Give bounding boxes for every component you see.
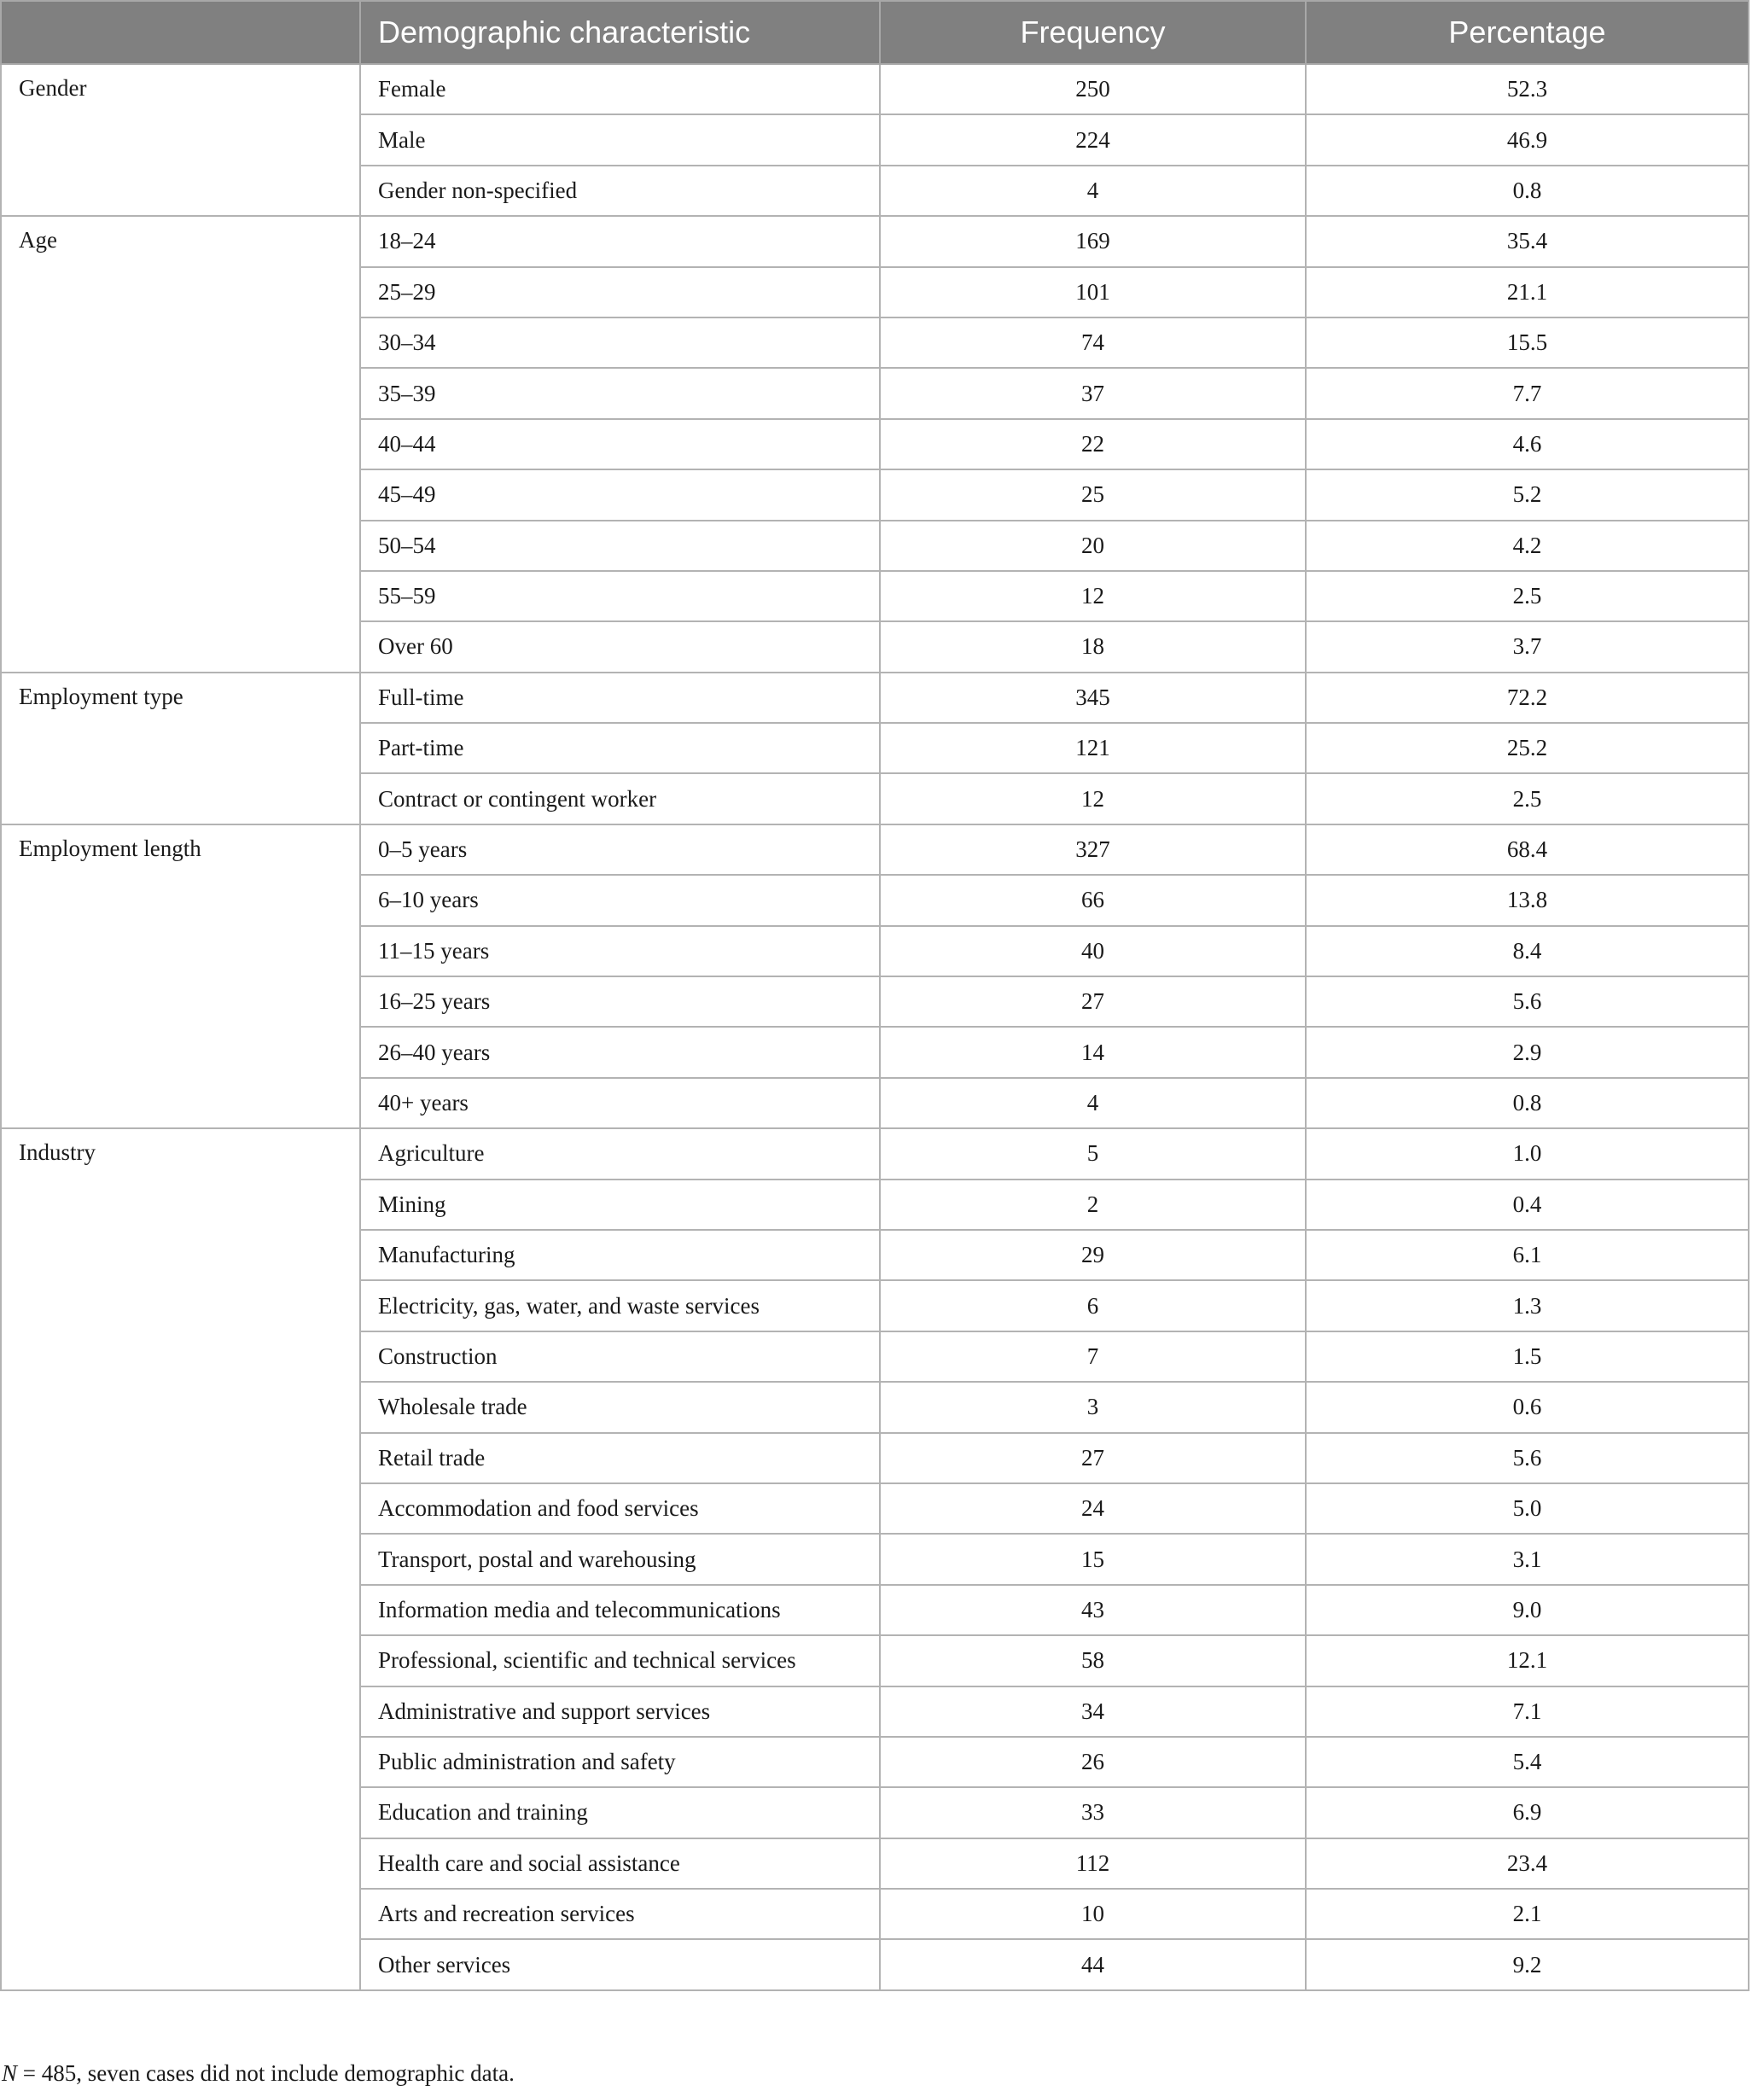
characteristic-cell: Contract or contingent worker (360, 773, 880, 824)
percentage-cell: 68.4 (1306, 824, 1749, 875)
characteristic-cell: 25–29 (360, 267, 880, 317)
percentage-cell: 0.6 (1306, 1382, 1749, 1432)
percentage-cell: 0.8 (1306, 166, 1749, 216)
frequency-cell: 15 (880, 1534, 1306, 1584)
frequency-cell: 43 (880, 1585, 1306, 1635)
characteristic-cell: 30–34 (360, 317, 880, 368)
percentage-cell: 3.7 (1306, 621, 1749, 672)
percentage-cell: 35.4 (1306, 216, 1749, 266)
table-row (1, 1128, 1749, 1179)
characteristic-cell: 11–15 years (360, 926, 880, 976)
characteristic-cell: Construction (360, 1331, 880, 1382)
frequency-cell: 18 (880, 621, 1306, 672)
percentage-cell: 5.6 (1306, 1433, 1749, 1483)
characteristic-cell: Education and training (360, 1787, 880, 1838)
characteristic-cell: Transport, postal and warehousing (360, 1534, 880, 1584)
percentage-cell: 3.1 (1306, 1534, 1749, 1584)
percentage-cell: 23.4 (1306, 1838, 1749, 1889)
frequency-cell: 2 (880, 1180, 1306, 1230)
category-cell: Age (1, 216, 360, 673)
table-row (1, 824, 1749, 875)
characteristic-cell: 6–10 years (360, 875, 880, 925)
frequency-cell: 3 (880, 1382, 1306, 1432)
characteristic-cell: 26–40 years (360, 1027, 880, 1077)
percentage-cell: 1.0 (1306, 1128, 1749, 1179)
percentage-cell: 13.8 (1306, 875, 1749, 925)
characteristic-cell: Accommodation and food services (360, 1483, 880, 1534)
table-footnote (2, 2060, 515, 2087)
characteristic-cell: 40–44 (360, 419, 880, 469)
frequency-cell: 112 (880, 1838, 1306, 1889)
percentage-cell: 1.5 (1306, 1331, 1749, 1382)
percentage-cell: 4.6 (1306, 419, 1749, 469)
characteristic-cell: 40+ years (360, 1078, 880, 1128)
percentage-cell: 21.1 (1306, 267, 1749, 317)
percentage-cell: 8.4 (1306, 926, 1749, 976)
characteristic-cell: Male (360, 114, 880, 165)
characteristic-cell: Female (360, 64, 880, 114)
percentage-cell: 52.3 (1306, 64, 1749, 114)
frequency-cell: 14 (880, 1027, 1306, 1077)
characteristic-cell: Electricity, gas, water, and waste services (360, 1280, 880, 1331)
characteristic-cell: Over 60 (360, 621, 880, 672)
frequency-cell: 12 (880, 773, 1306, 824)
percentage-cell: 7.7 (1306, 368, 1749, 418)
percentage-cell: 46.9 (1306, 114, 1749, 165)
characteristic-cell: 45–49 (360, 469, 880, 520)
frequency-cell: 6 (880, 1280, 1306, 1331)
percentage-cell: 9.2 (1306, 1939, 1749, 1989)
percentage-cell: 0.8 (1306, 1078, 1749, 1128)
characteristic-cell: 18–24 (360, 216, 880, 266)
frequency-cell: 101 (880, 267, 1306, 317)
percentage-cell: 5.2 (1306, 469, 1749, 520)
percentage-cell: 0.4 (1306, 1180, 1749, 1230)
characteristic-cell: Other services (360, 1939, 880, 1989)
frequency-cell: 12 (880, 571, 1306, 621)
frequency-cell: 327 (880, 824, 1306, 875)
characteristic-cell: Arts and recreation services (360, 1889, 880, 1939)
characteristic-cell: Retail trade (360, 1433, 880, 1483)
percentage-cell: 2.9 (1306, 1027, 1749, 1077)
percentage-cell: 6.1 (1306, 1230, 1749, 1280)
header-demographic-characteristic: Demographic characteristic (360, 1, 880, 64)
percentage-cell: 5.4 (1306, 1737, 1749, 1787)
characteristic-cell: Gender non-specified (360, 166, 880, 216)
frequency-cell: 25 (880, 469, 1306, 520)
frequency-cell: 345 (880, 673, 1306, 723)
category-cell: Gender (1, 64, 360, 216)
frequency-cell: 22 (880, 419, 1306, 469)
header-percentage: Percentage (1306, 1, 1749, 64)
category-cell: Industry (1, 1128, 360, 1990)
characteristic-cell: Professional, scientific and technical services (360, 1635, 880, 1686)
frequency-cell: 20 (880, 521, 1306, 571)
table-row (1, 64, 1749, 114)
characteristic-cell: 50–54 (360, 521, 880, 571)
percentage-cell: 15.5 (1306, 317, 1749, 368)
characteristic-cell: Agriculture (360, 1128, 880, 1179)
frequency-cell: 74 (880, 317, 1306, 368)
table-row (1, 673, 1749, 723)
footnote-text: = 485, seven cases did not include demographic data. (17, 2060, 515, 2086)
frequency-cell: 34 (880, 1686, 1306, 1737)
percentage-cell: 5.0 (1306, 1483, 1749, 1534)
frequency-cell: 27 (880, 1433, 1306, 1483)
frequency-cell: 224 (880, 114, 1306, 165)
percentage-cell: 25.2 (1306, 723, 1749, 773)
characteristic-cell: Information media and telecommunications (360, 1585, 880, 1635)
characteristic-cell: 35–39 (360, 368, 880, 418)
characteristic-cell: Health care and social assistance (360, 1838, 880, 1889)
characteristic-cell: Administrative and support services (360, 1686, 880, 1737)
frequency-cell: 24 (880, 1483, 1306, 1534)
percentage-cell: 7.1 (1306, 1686, 1749, 1737)
percentage-cell: 1.3 (1306, 1280, 1749, 1331)
percentage-cell: 5.6 (1306, 976, 1749, 1027)
header-frequency: Frequency (880, 1, 1306, 64)
characteristic-cell: Wholesale trade (360, 1382, 880, 1432)
frequency-cell: 250 (880, 64, 1306, 114)
characteristic-cell: Manufacturing (360, 1230, 880, 1280)
frequency-cell: 33 (880, 1787, 1306, 1838)
characteristic-cell: Full-time (360, 673, 880, 723)
table-body (1, 64, 1749, 1990)
table-row (1, 216, 1749, 266)
footnote-n-symbol: N (2, 2060, 18, 2086)
frequency-cell: 26 (880, 1737, 1306, 1787)
frequency-cell: 37 (880, 368, 1306, 418)
characteristic-cell: Part-time (360, 723, 880, 773)
frequency-cell: 44 (880, 1939, 1306, 1989)
frequency-cell: 40 (880, 926, 1306, 976)
frequency-cell: 58 (880, 1635, 1306, 1686)
characteristic-cell: 0–5 years (360, 824, 880, 875)
header-category (1, 1, 360, 64)
frequency-cell: 7 (880, 1331, 1306, 1382)
frequency-cell: 169 (880, 216, 1306, 266)
percentage-cell: 2.5 (1306, 773, 1749, 824)
percentage-cell: 2.1 (1306, 1889, 1749, 1939)
characteristic-cell: 55–59 (360, 571, 880, 621)
characteristic-cell: Mining (360, 1180, 880, 1230)
frequency-cell: 10 (880, 1889, 1306, 1939)
frequency-cell: 4 (880, 1078, 1306, 1128)
percentage-cell: 9.0 (1306, 1585, 1749, 1635)
frequency-cell: 66 (880, 875, 1306, 925)
percentage-cell: 4.2 (1306, 521, 1749, 571)
table-header-row (1, 1, 1749, 64)
frequency-cell: 5 (880, 1128, 1306, 1179)
characteristic-cell: Public administration and safety (360, 1737, 880, 1787)
category-cell: Employment type (1, 673, 360, 824)
frequency-cell: 29 (880, 1230, 1306, 1280)
frequency-cell: 4 (880, 166, 1306, 216)
percentage-cell: 6.9 (1306, 1787, 1749, 1838)
percentage-cell: 12.1 (1306, 1635, 1749, 1686)
category-cell: Employment length (1, 824, 360, 1128)
percentage-cell: 72.2 (1306, 673, 1749, 723)
frequency-cell: 27 (880, 976, 1306, 1027)
characteristic-cell: 16–25 years (360, 976, 880, 1027)
frequency-cell: 121 (880, 723, 1306, 773)
percentage-cell: 2.5 (1306, 571, 1749, 621)
